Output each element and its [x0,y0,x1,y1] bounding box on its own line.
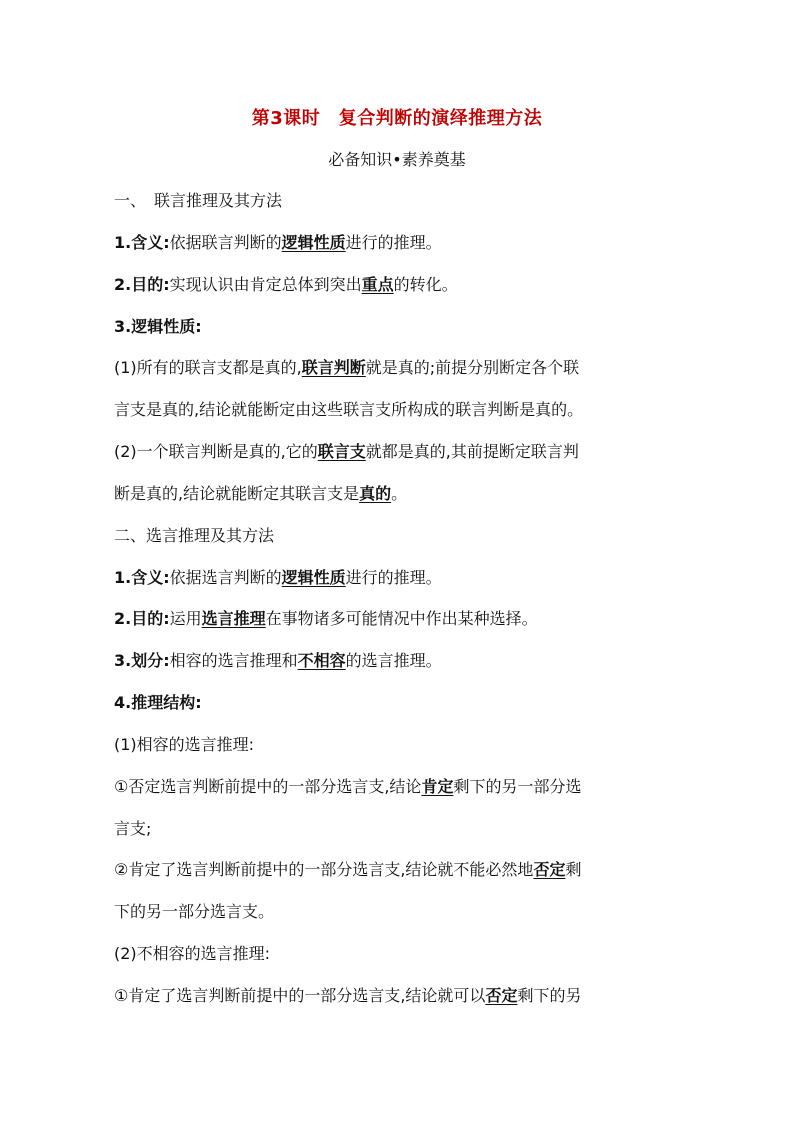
item-label-inference-structure: 4.推理结构: [114,693,202,712]
underlined-answer: 真的 [359,484,392,503]
text: (2)一个联言判断是真的,它的 [114,442,318,461]
item-label: 1.含义: [114,233,170,252]
text: ①肯定了选言判断前提中的一部分选言支,结论就可以 [114,986,486,1005]
text: 运用 [169,609,202,628]
paragraph-disjunctive-division [114,650,694,672]
text: (1)所有的联言支都是真的, [114,358,302,377]
underlined-answer: 联言判断 [301,358,366,377]
section-heading-disjunctive: 二、选言推理及其方法 [114,526,275,545]
text: 在事物诸多可能情况中作出某种选择。 [265,609,538,628]
text: 剩下的另一部分选 [453,777,582,796]
paragraph-conjunctive-definition [114,232,694,254]
text: 就都是真的,其前提断定联言判 [365,442,579,461]
underlined-answer: 否定 [533,860,566,879]
rule-compatible-1-line2: 言支; [114,819,152,838]
text: 实现认识由肯定总体到突出 [169,275,362,294]
item-label: 3.划分: [114,651,170,670]
text: 就是真的;前提分别断定各个联 [365,358,580,377]
underlined-answer: 重点 [361,275,394,294]
text: ①否定选言判断前提中的一部分选言支,结论 [114,777,422,796]
text: 。 [391,484,408,503]
paragraph-property-1-line2: 言支是真的,结论就能断定由这些联言支所构成的联言判断是真的。 [114,400,584,419]
paragraph-conjunctive-purpose [114,274,694,296]
underlined-answer: 逻辑性质 [281,233,346,252]
text: 的选言推理。 [345,651,442,670]
item-label: 1.含义: [114,568,170,587]
underlined-answer: 不相容 [297,651,346,670]
text: 依据选言判断的 [169,568,282,587]
subheading-compatible: (1)相容的选言推理: [114,735,255,754]
item-label: 2.目的: [114,275,170,294]
rule-compatible-2-line1 [114,859,694,881]
subheading-incompatible: (2)不相容的选言推理: [114,944,271,963]
text: 剩下的另 [517,986,582,1005]
text: 剩 [565,860,582,879]
underlined-answer: 联言支 [317,442,366,461]
underlined-answer: 逻辑性质 [281,568,346,587]
text: 依据联言判断的 [169,233,282,252]
rule-incompatible-1-line1 [114,985,694,1007]
underlined-answer: 否定 [485,986,518,1005]
paragraph-disjunctive-purpose [114,608,694,630]
underlined-answer: 肯定 [421,777,454,796]
text: ②肯定了选言判断前提中的一部分选言支,结论就不能必然地 [114,860,534,879]
page-title: 第3课时 复合判断的演绎推理方法 [251,108,543,129]
section-heading-conjunctive: 一、 联言推理及其方法 [114,191,283,210]
paragraph-disjunctive-definition [114,567,694,589]
item-label-logical-property: 3.逻辑性质: [114,317,202,336]
paragraph-property-2-line1 [114,441,694,463]
rule-compatible-2-line2: 下的另一部分选言支。 [114,902,275,921]
rule-compatible-1-line1 [114,776,694,798]
text: 的转化。 [393,275,458,294]
paragraph-property-1-line1 [114,357,694,379]
text: 进行的推理。 [345,568,442,587]
text: 相容的选言推理和 [169,651,298,670]
paragraph-property-2-line2 [114,483,694,505]
text: 断是真的,结论就能断定其联言支是 [114,484,360,503]
page-subtitle: 必备知识•素养奠基 [328,150,466,169]
text: 进行的推理。 [345,233,442,252]
underlined-answer: 选言推理 [201,609,266,628]
item-label: 2.目的: [114,609,170,628]
